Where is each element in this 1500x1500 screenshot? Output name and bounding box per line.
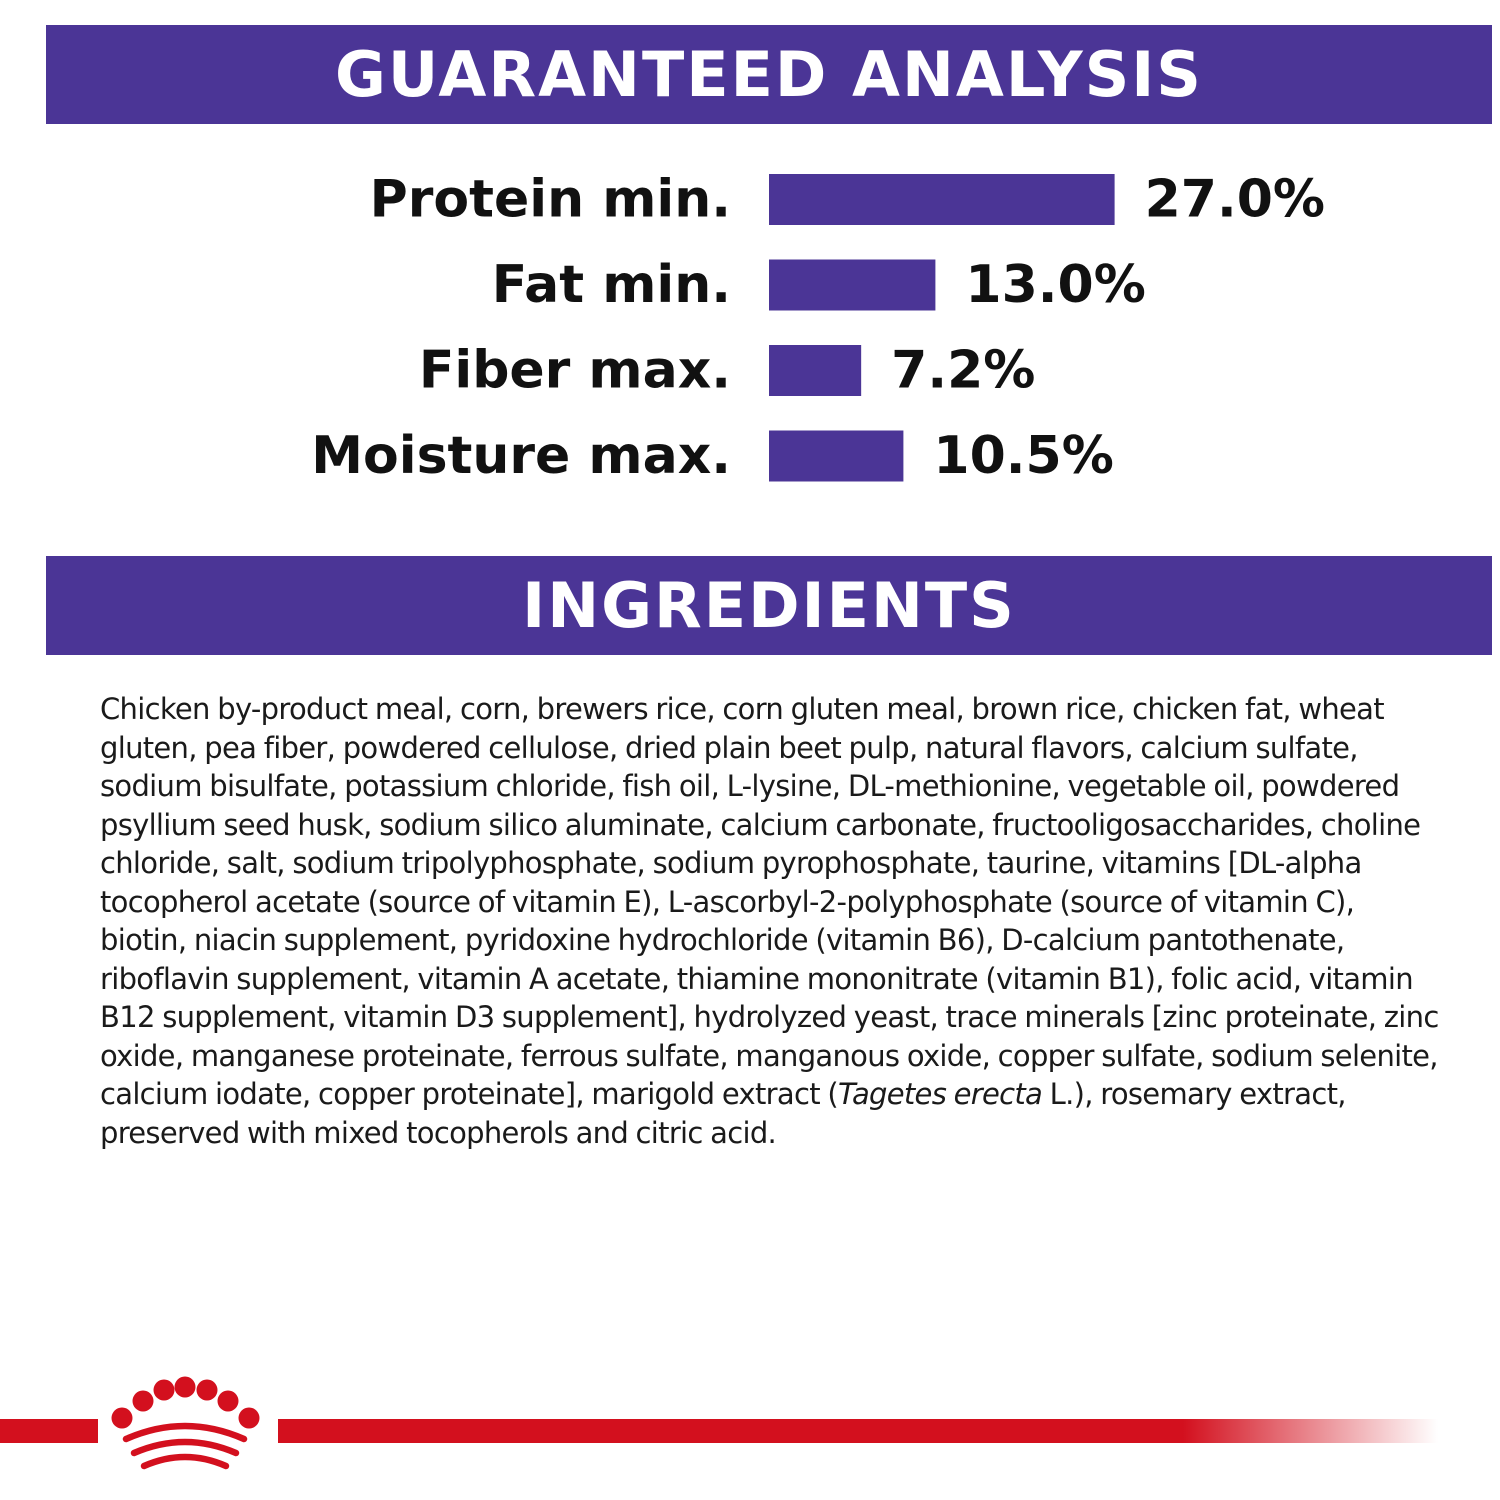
bar bbox=[769, 174, 1115, 225]
crown-dot bbox=[112, 1408, 133, 1429]
crown-arc bbox=[126, 1426, 244, 1439]
bar-value-label: 27.0% bbox=[1144, 169, 1326, 230]
crown-dot bbox=[218, 1391, 239, 1412]
crown-dot bbox=[154, 1380, 175, 1401]
guaranteed-analysis-chart bbox=[0, 150, 1500, 530]
bar-label: Fiber max. bbox=[418, 340, 731, 401]
crown-arc bbox=[144, 1457, 226, 1466]
bar-value-label: 13.0% bbox=[965, 255, 1146, 315]
crown-dot bbox=[133, 1391, 154, 1412]
bar-label: Moisture max. bbox=[311, 426, 731, 486]
brand-stripe bbox=[0, 1375, 1500, 1485]
brand-stripe-left bbox=[0, 1419, 98, 1443]
ingredients-text-part-1: Chicken by-product meal, corn, brewers rice, corn gluten meal, brown rice, chicken fat, wheat gluten, pea fiber, powdered cellulose, dried plain beet pulp, natural flavors, calcium sulfate, sodium bisulfate, potassium chloride, fish oil, L-lysine, DL-methionine, vegetable oil, powdered psyllium seed husk, sodium silico aluminate, calcium carbonate, fructooligosaccharides, choline chloride, salt, sodium tripolyphosphate, sodium pyrophosphate, taurine, vitamins [DL-alpha tocopherol acetate (source of vitamin E), L-ascorbyl-2-polyphosphate (source of vitamin C), biotin, niacin supplement, pyridoxine hydrochloride (vitamin B6), D-calcium pantothenate, riboflavin supplement, vitamin A acetate, thiamine mononitrate (vitamin B1), folic acid, vitamin B12 supplement, vitamin D3 supplement], hydrolyzed yeast, trace minerals [zinc proteinate, zinc oxide, manganese proteinate, ferrous sulfate, manganous oxide, copper sulfate, sodium selenite, calcium iodate, copper proteinate], marigold extract ( bbox=[100, 692, 1439, 1111]
bar-label: Fat min. bbox=[491, 255, 731, 315]
ingredients-text bbox=[100, 690, 1440, 1152]
crown-dot bbox=[175, 1377, 196, 1398]
bar-label: Protein min. bbox=[369, 169, 731, 230]
crown-icon bbox=[112, 1377, 260, 1467]
ingredients-title: INGREDIENTS bbox=[522, 568, 1016, 642]
crown-dot bbox=[197, 1380, 218, 1401]
bar-value-label: 10.5% bbox=[933, 426, 1114, 486]
bar bbox=[769, 260, 935, 311]
bar-value-label: 7.2% bbox=[891, 340, 1036, 401]
guaranteed-analysis-header bbox=[46, 25, 1492, 124]
ingredients-header bbox=[46, 556, 1492, 655]
ingredients-text-italic: Tagetes erecta bbox=[838, 1077, 1043, 1111]
guaranteed-analysis-title: GUARANTEED ANALYSIS bbox=[335, 37, 1203, 111]
brand-stripe-right bbox=[278, 1419, 1438, 1443]
crown-dot bbox=[239, 1408, 260, 1429]
bar bbox=[769, 431, 903, 482]
bar bbox=[769, 345, 861, 396]
ingredients-text-part-2: L.), rosemary extract, preserved with mixed tocopherols and citric acid. bbox=[100, 1077, 1346, 1150]
crown-arc bbox=[134, 1442, 236, 1453]
